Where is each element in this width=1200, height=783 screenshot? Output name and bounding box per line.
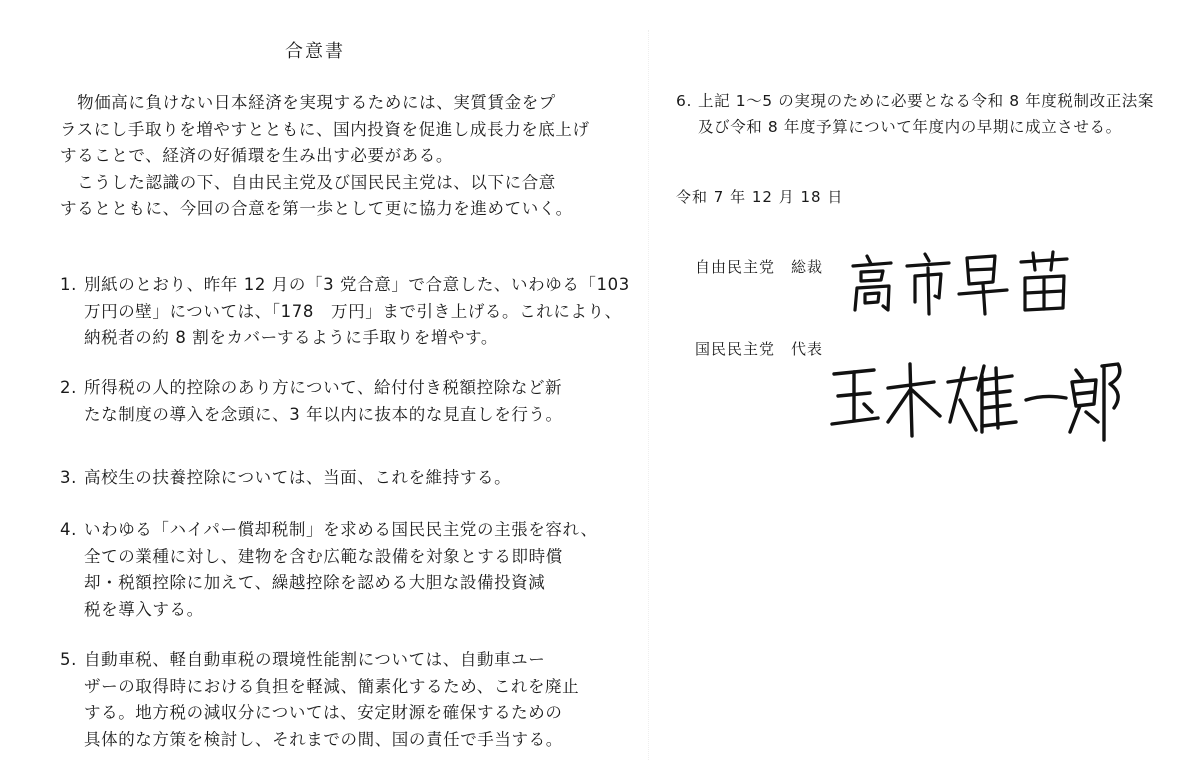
- intro-line: こうした認識の下、自由民主党及び国民民主党は、以下に合意: [60, 172, 556, 192]
- item-text: 納税者の約 8 割をカバーするように手取りを増やす。: [84, 328, 498, 347]
- item-text: 税を導入する。: [84, 599, 204, 619]
- item-text: 万円の壁」については、「178 万円」まで引き上げる。これにより、: [84, 301, 622, 321]
- agreement-item-6: [676, 88, 1154, 140]
- handwritten-signature-tamaki: [830, 360, 1125, 448]
- agreement-item-2: [60, 375, 563, 428]
- column-divider: [648, 30, 649, 760]
- document-title: 合意書: [285, 41, 345, 62]
- agreement-item-5: [60, 647, 579, 753]
- item-text: 高校生の扶養控除については、当面、これを維持する。: [84, 468, 512, 487]
- item-text: 及び令和 8 年度予算について年度内の早期に成立させる。: [698, 118, 1122, 136]
- item-text: 全ての業種に対し、建物を含む広範な設備を対象とする即時償: [84, 546, 563, 566]
- item-text: たな制度の導入を念頭に、3 年以内に抜本的な見直しを行う。: [84, 404, 563, 424]
- signatory-title-ldp: 自由民主党 総裁: [695, 258, 824, 276]
- item-number: 3.: [60, 468, 77, 487]
- agreement-item-4: [60, 517, 598, 623]
- item-number: 5.: [60, 650, 77, 669]
- item-text: 自動車税、軽自動車税の環境性能割については、自動車ユー: [84, 650, 546, 669]
- item-text: 具体的な方策を検討し、それまでの間、国の責任で手当する。: [84, 729, 563, 749]
- item-text: ザーの取得時における負担を軽減、簡素化するため、これを廃止: [84, 676, 580, 696]
- document-date: 令和 7 年 12 月 18 日: [676, 188, 844, 206]
- item-text: 所得税の人的控除のあり方について、給付付き税額控除など新: [84, 378, 563, 397]
- agreement-item-3: [60, 465, 511, 492]
- handwritten-signature-takaichi: [845, 248, 1075, 320]
- intro-line: ラスにし手取りを増やすとともに、国内投資を促進し成長力を底上げ: [60, 119, 590, 139]
- item-number: 2.: [60, 378, 77, 397]
- item-number: 6.: [676, 92, 692, 110]
- signatory-title-dpp: 国民民主党 代表: [695, 340, 824, 358]
- agreement-item-1: [60, 272, 630, 352]
- item-text: 別紙のとおり、昨年 12 月の「3 党合意」で合意した、いわゆる「103: [84, 275, 630, 294]
- intro-line: することで、経済の好循環を生み出す必要がある。: [60, 146, 453, 165]
- item-text: 却・税額控除に加えて、繰越控除を認める大胆な設備投資減: [84, 573, 546, 592]
- item-text: する。地方税の減収分については、安定財源を確保するための: [84, 703, 563, 722]
- intro-line: 物価高に負けない日本経済を実現するためには、実質賃金をプ: [60, 93, 556, 112]
- item-number: 4.: [60, 520, 77, 539]
- item-text: いわゆる「ハイパー償却税制」を求める国民民主党の主張を容れ、: [84, 520, 598, 539]
- item-number: 1.: [60, 275, 77, 294]
- intro-line: するとともに、今回の合意を第一歩として更に協力を進めていく。: [60, 199, 573, 218]
- item-text: 上記 1～5 の実現のために必要となる令和 8 年度税制改正法案: [698, 92, 1154, 110]
